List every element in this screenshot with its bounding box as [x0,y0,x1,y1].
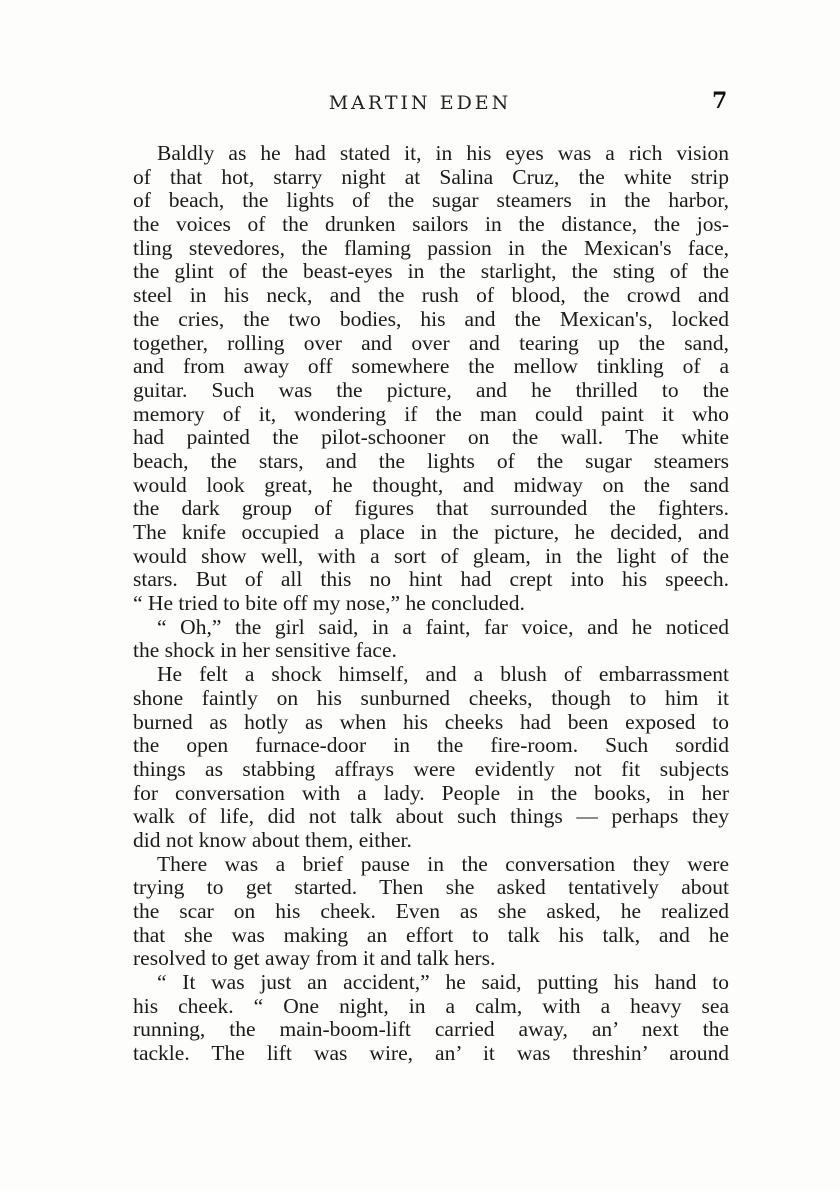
text-line: resolved to get away from it and talk hers. [133,946,496,971]
text-line: memory of it, wondering if the man could paint it who [133,401,729,426]
text-line: together, rolling over and over and tearing up the sand, [133,330,729,355]
text-line: tling stevedores, the flaming passion in the Mexican's face, [133,235,729,260]
text-line: the voices of the drunken sailors in the distance, the jos- [133,212,729,237]
text-line: the dark group of figures that surrounded the fighters. [133,496,729,521]
text-line: the cries, the two bodies, his and the Mexican's, locked [133,306,729,331]
text-line: There was a brief pause in the conversation they were [157,851,729,876]
text-line: steel in his neck, and the rush of blood, the crowd and [133,283,729,308]
text-line: The knife occupied a place in the picture, he decided, and [133,520,729,544]
text-line: had painted the pilot-schooner on the wall. The white [133,425,729,450]
text-line: of that hot, starry night at Salina Cruz, the white strip [133,164,729,189]
text-line: the glint of the beast-eyes in the starlight, the sting of the [133,259,729,284]
text-line: beach, the stars, and the lights of the sugar steamers [133,448,729,473]
text-line: things as stabbing affrays were evidently not fit subjects [133,756,729,781]
text-line: Baldly as he had stated it, in his eyes was a rich vision [157,141,729,165]
text-line: He felt a shock himself, and a blush of embarrassment [157,662,729,687]
text-line: for conversation with a lady. People in the books, in her [133,780,729,805]
text-line: trying to get started. Then she asked tentatively about [133,875,729,900]
text-line: of beach, the lights of the sugar steamers in the harbor, [133,188,729,213]
text-line: running, the main-boom-lift carried away, an’ next the [133,1017,729,1042]
text-line: burned as hotly as when his cheeks had been exposed to [133,709,729,734]
text-line: his cheek. “ One night, in a calm, with a heavy sea [133,993,729,1018]
text-line: that she was making an effort to talk his talk, and he [133,922,729,947]
text-line: did not know about them, either. [133,827,412,852]
text-line: walk of life, did not talk about such things — perhaps they [133,804,729,829]
text-line: shone faintly on his sunburned cheeks, though to him it [133,685,729,710]
text-line: “ Oh,” the girl said, in a faint, far voice, and he noticed [157,614,729,639]
text-line: would look great, he thought, and midway on the sand [133,472,729,497]
text-line: the open furnace-door in the fire-room. Such sordid [133,733,729,758]
text-line: “ It was just an accident,” he said, putting his hand to [157,970,729,995]
text-line: tackle. The lift was wire, an’ it was threshin’ around [133,1041,729,1066]
text-line: and from away off somewhere the mellow tinkling of a [133,354,729,379]
text-line: the shock in her sensitive face. [133,638,397,663]
text-line: stars. But of all this no hint had crept into his speech. [133,567,729,592]
text-line: “ He tried to bite off my nose,” he concluded. [133,591,525,616]
text-line: the scar on his cheek. Even as she asked, he realized [133,899,729,923]
page-number: 7 [712,88,728,114]
body-text [133,142,729,1066]
text-line: guitar. Such was the picture, and he thrilled to the [133,377,729,402]
text-line: would show well, with a sort of gleam, in the light of the [133,543,729,568]
running-title: MARTIN EDEN [328,92,512,114]
